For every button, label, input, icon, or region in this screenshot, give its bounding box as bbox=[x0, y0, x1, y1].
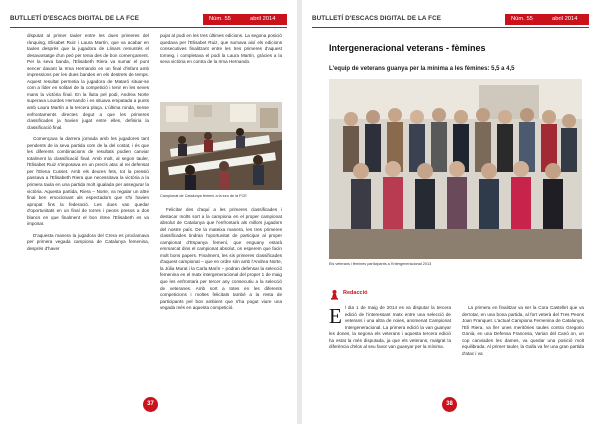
article-subtitle: L'equip de veterans guanya per la mínima a les fèmines: 5,5 a 4,5 bbox=[329, 66, 515, 72]
group-photo bbox=[329, 79, 582, 259]
article-title: Intergeneracional veterans - fèmines bbox=[329, 43, 486, 53]
paragraph: Començava la darrera jornada amb les jugadores tant pendents de la seva partida com de la del costat, i és que les diferents combinacions de resultats podien canviar totalment la classificació final. Amb molt, al segon tauler, l'Elisabet Ruiz s'imposava en un precís atac al rei defensat per l'Elena Cusset. Amb els deures fets, tot la pressió passava a l'Elisabeth Riera que necessitava la victòria a la primera taula en una partida molt igualada per assegurar la victòria. Aquesta partida, Riera – Norte, va regalar un altre final ben emocionant als espectadors que s'hi havien apropat fins la federació. Les dues van quedar d'oportunitats en un final de torres i peons presos a dos blancs en que finalment el bon ritme l'Elisabeth es va imposar. bbox=[27, 136, 149, 227]
page-number: 38 bbox=[442, 397, 457, 412]
paragraph: disputat al primer tauler entre les dues primeres del rànquing, Elisabet Ruiz i Laura Martín, que va acabar en taules després que la jugadora de Llinars remuntés el desavantatge d'un peó per tenia des de bon començament. Per la seva banda, l'Elisabeth Riera va sumar el punt sencer davant la Irma Hernando en un final d'infant amb impressions per les dues bandes en els destrets de temps. Aquest resultat permetia la jugadora de Mataró situar-se com a líder en solitari de la competició i tenir en les seves mans la victòria final. En la lluita pel podi, Andrea Norte superava Lourdes Hernando i es situava empatada a punts amb Laura Martín a la tercera plaça. L'última ronda, sense enfrontaments directes degut a que les primeres classificades ja havien jugat entre elles, definiria la classificació final. bbox=[27, 33, 149, 130]
issue-date: abril 2014 bbox=[250, 16, 276, 22]
photo-caption: Els veterans i fèmines participants a l'Intergeneracional 2013 bbox=[329, 262, 432, 266]
page-header bbox=[10, 14, 287, 26]
drop-cap: E bbox=[329, 304, 342, 328]
photo-caption: Campionat de Catalunya femení a la seu de la FCE bbox=[160, 194, 247, 198]
tournament-photo bbox=[160, 102, 282, 190]
bulletin-title: BUTLLETÍ D'ESCACS DIGITAL DE LA FCE bbox=[10, 15, 140, 22]
lead-paragraph bbox=[329, 305, 451, 351]
paragraph: Felicitar des d'aquí a les primeres classificades i destacar molts sort a la campiona en el proper campionat absolut de Catalunya que l'enfrontarà als millors jugadors del nostre país. De la mateixa manera, les tres primeres classificades tindran l'oportunitat de participar al proper campionat d'Espanya femení, que enguany estarà emmarcat dins el campionat absolut, on esperem que facin molt bons papers. Finalment, les sis primeres classificades d'aquest campionat – que en ordre són amb l'Andrea Norte, la Júlia Murat i la Carla Marín – podran defensar la selecció femenina en el matx intergeneracional del proper 1 de maig que les enfrontarà per tercer any consecutiu a la selecció de veteranes. Amb sort a totes en les diferents competicions i moltes felicitats també a la resta de participants pel bon ambient que s'ha pogut viure una vegada més en aquesta competició. bbox=[160, 207, 282, 311]
paragraph: La primera en finalitzar va ser la Cora Castellet que va derrotar, en una bona partida, al fort veterà del Tres Peons Joan Franquet. L'actual Campiona Femenina de Catalunya, l'Eli Riera, va ller unes meritòries taules contra Gregorio Gonià, en una Defensa Francesa, Varian del Canó on, un cop canviades les dames, va quedar una posició molt equilibrada. Al primer tauler, la Galla va fer una gran partida d'atac i va bbox=[462, 305, 584, 356]
lead-text: l dia 1 de maig de 2014 es va disputar la tercera edició de l'interessant matx entre una selecció de veterans i una altra de noies, anomenat Campionat Intergeneracional. La primera edició la van guanyar les dones, la segona els veterans i aquesta tercera edició ha estat la més disputada, ja que els veterans, malgrat la diferència d'elos al seu favor van guanyar per la mínima. bbox=[329, 305, 451, 350]
left-column-1 bbox=[27, 33, 149, 258]
left-column-2-bottom bbox=[160, 207, 282, 317]
page-number: 37 bbox=[143, 397, 158, 412]
issue-number: Núm. 55 bbox=[511, 16, 533, 22]
issue-box bbox=[203, 14, 287, 25]
paragraph: pujat al podi en les tres últimes edicions. La segona posició quedava per l'Elisabet Ruiz, que sumava així els edicions consecutives finalitzant entre les tres primeres d'aquest torneig, i completava el podi la Laura Martín, gràcies a la seva victòria en contra de la Irma Hernando. bbox=[160, 33, 282, 65]
issue-date: abril 2014 bbox=[552, 16, 578, 22]
header-divider bbox=[312, 27, 589, 28]
issue-box bbox=[505, 14, 589, 25]
right-page bbox=[302, 0, 599, 424]
header-divider bbox=[10, 27, 287, 28]
left-page bbox=[0, 0, 298, 424]
page-header bbox=[312, 14, 589, 26]
byline-text: Redacció bbox=[343, 290, 368, 296]
pawn-icon bbox=[329, 289, 340, 300]
bulletin-title: BUTLLETÍ D'ESCACS DIGITAL DE LA FCE bbox=[312, 15, 442, 22]
paragraph: D'aquesta manera la jugadora del Crera es proclamava per primera vegada campiona de Catalunya femenina, després d'haver bbox=[27, 232, 149, 251]
right-column-2 bbox=[462, 305, 584, 362]
left-column-2-top bbox=[160, 33, 282, 71]
issue-number: Núm. 55 bbox=[209, 16, 231, 22]
right-column-1 bbox=[329, 305, 451, 356]
